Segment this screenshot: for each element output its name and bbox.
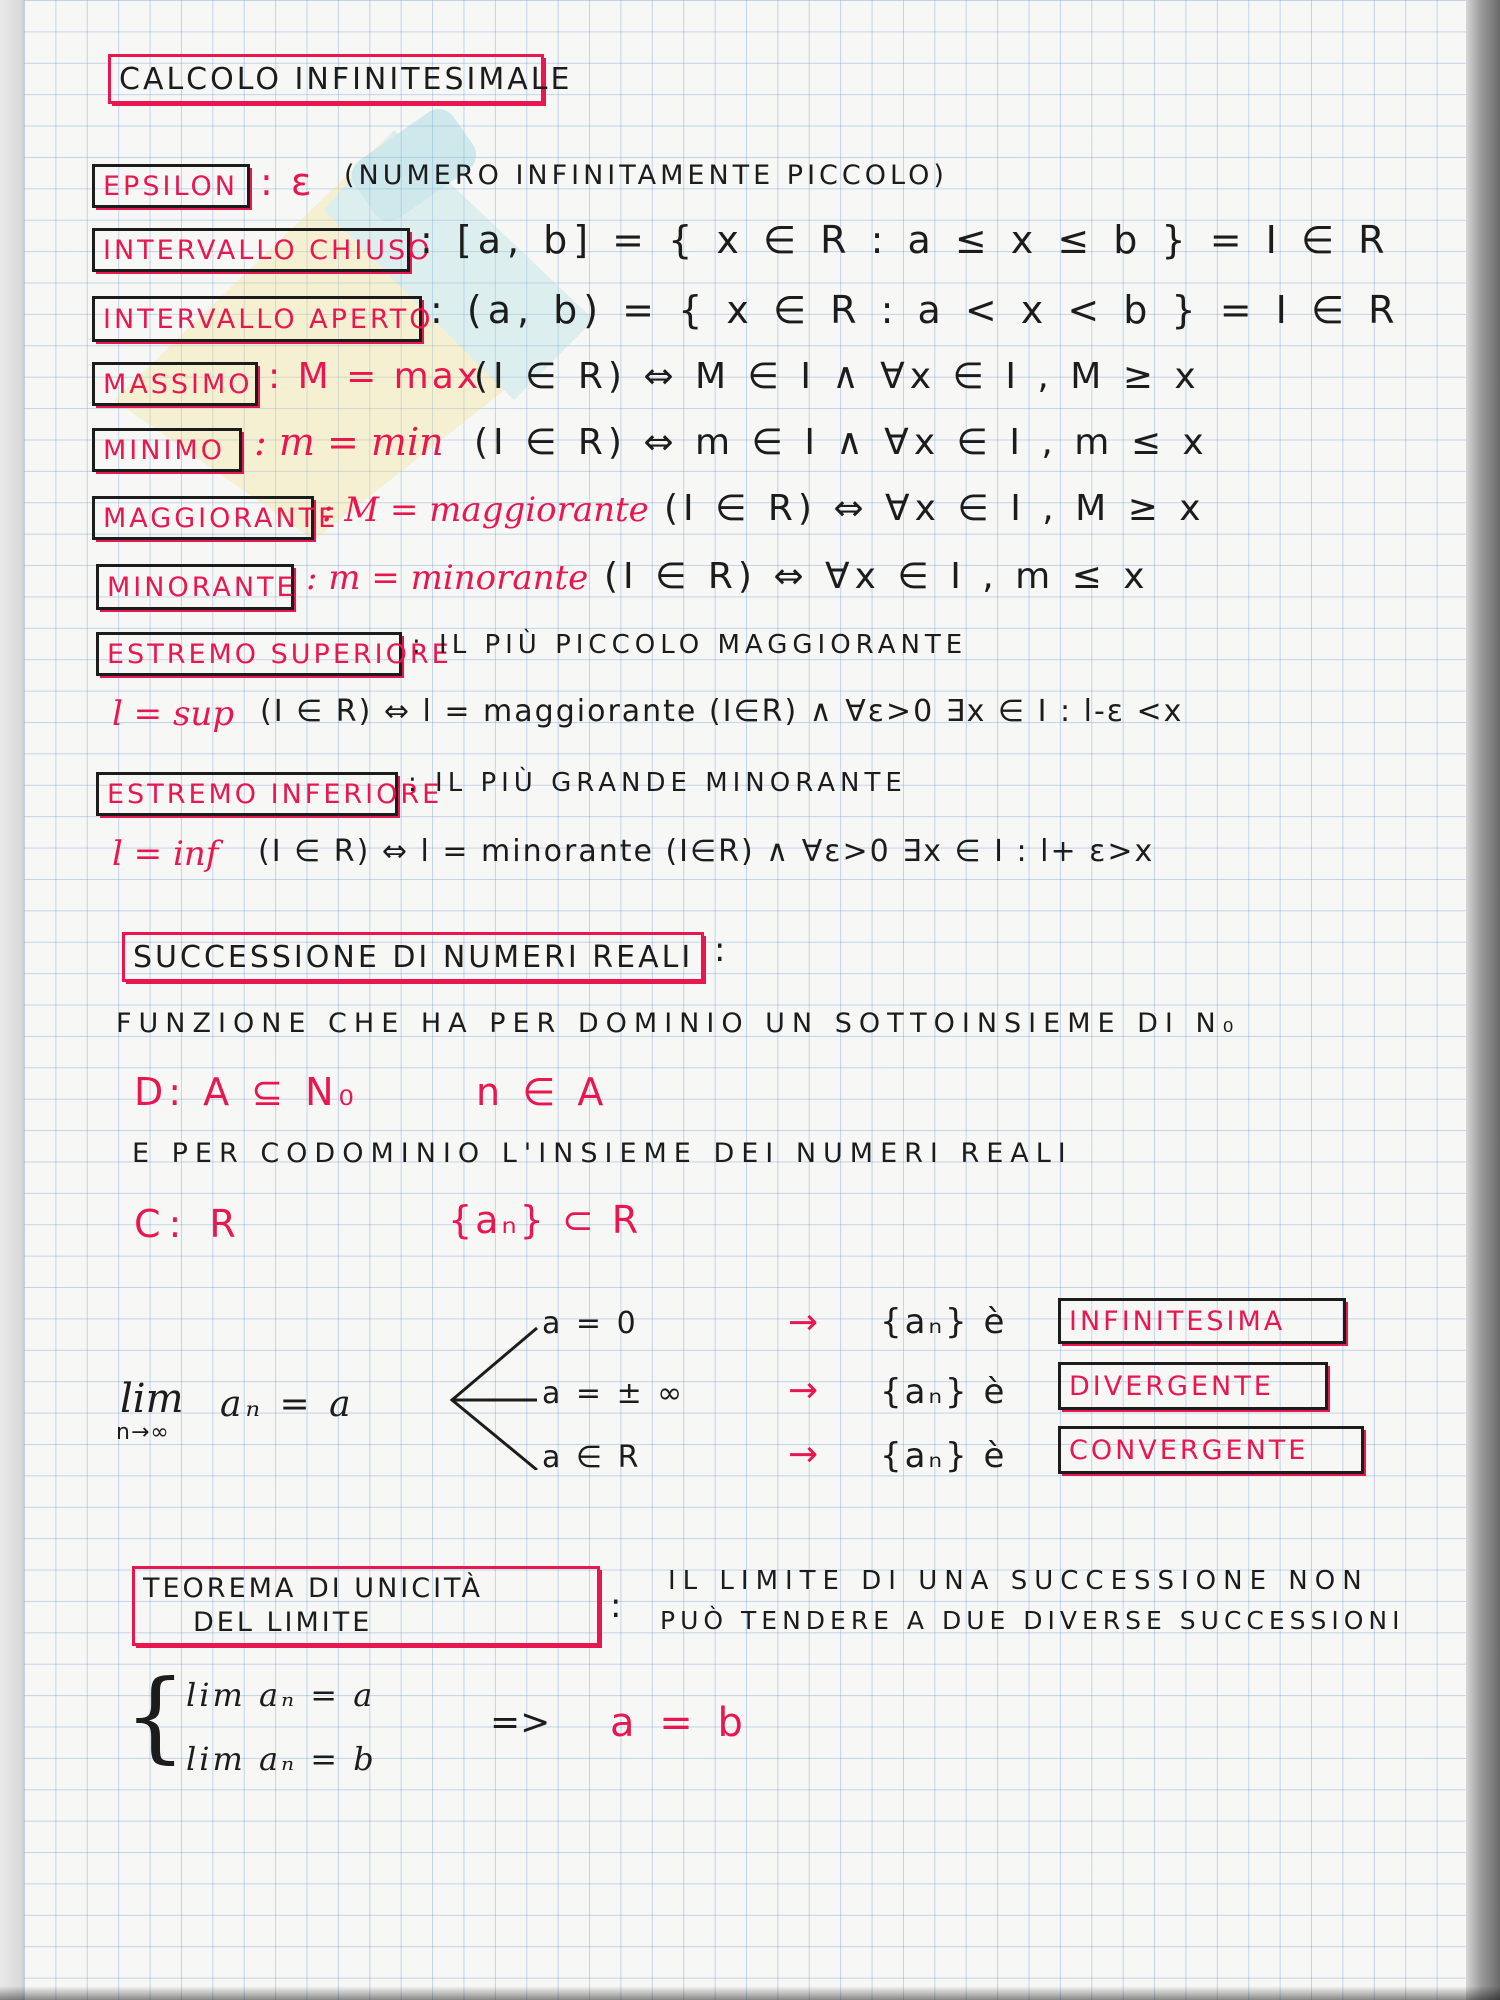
notebook-page	[22, 0, 1468, 2000]
page-title-text: CALCOLO INFINITESIMALE	[119, 61, 573, 97]
case-type-1	[1058, 1362, 1328, 1410]
maggiorante-rhs: (I ∈ R) ⇔ ∀x ∈ I , M ≥ x	[664, 488, 1206, 529]
successione-codominio: C: R	[134, 1202, 244, 1246]
system-brace: {	[124, 1660, 187, 1774]
estremo-superiore-label-text: ESTREMO SUPERIORE	[107, 638, 452, 670]
minimo-label	[92, 428, 242, 472]
successione-label-text: SUCCESSIONE DI NUMERI REALI	[133, 939, 694, 975]
estremo-superiore-desc: : IL PIÙ PICCOLO MAGGIORANTE	[412, 630, 968, 660]
case-seq-0: {aₙ} è	[880, 1302, 1008, 1342]
successione-colon: :	[714, 930, 729, 970]
case-type-1-text: DIVERGENTE	[1069, 1370, 1274, 1402]
teorema-text-line2: PUÒ TENDERE A DUE DIVERSE SUCCESSIONI	[660, 1606, 1405, 1635]
estremo-superiore-rhs: (I ∈ R) ⇔ l = maggiorante (I∈R) ∧ ∀ε>0 ∃x ∈ I : l-ε <x	[260, 694, 1184, 729]
epsilon-description: (NUMERO INFINITAMENTE PICCOLO)	[344, 160, 948, 191]
massimo-lhs: : M = max	[268, 356, 482, 397]
teorema-label	[132, 1566, 600, 1646]
case-seq-1: {aₙ} è	[880, 1372, 1008, 1412]
limit-subscript: n→∞	[116, 1420, 170, 1445]
massimo-label	[92, 362, 258, 406]
successione-dominio: D: A ⊆ N₀	[134, 1070, 359, 1114]
limit-expression: aₙ = a	[220, 1384, 355, 1425]
implies-arrow: =>	[490, 1702, 551, 1743]
case-type-0	[1058, 1298, 1346, 1344]
epsilon-label-text: EPSILON	[103, 170, 238, 202]
case-type-0-text: INFINITESIMA	[1069, 1305, 1286, 1337]
maggiorante-lhs: : M = maggiorante	[322, 490, 649, 530]
teorema-label-line1: TEOREMA DI UNICITÀ	[143, 1573, 483, 1604]
theorem-result: a = b	[610, 1700, 749, 1746]
minorante-label-text: MINORANTE	[107, 571, 297, 603]
system-line2: lim aₙ = b	[186, 1740, 377, 1778]
intervallo-chiuso-label-text: INTERVALLO CHIUSO	[103, 234, 433, 266]
case-arrow-1: →	[788, 1370, 822, 1411]
estremo-superiore-label	[96, 632, 452, 676]
successione-line1: FUNZIONE CHE HA PER DOMINIO UN SOTTOINSIEME DI N₀	[116, 1008, 1241, 1039]
maggiorante-label	[92, 496, 339, 540]
massimo-rhs: (I ∈ R) ⇔ M ∈ I ∧ ∀x ∈ I , M ≥ x	[474, 356, 1201, 397]
limit-branch-lines	[442, 1320, 542, 1470]
case-cond-1: a = ± ∞	[542, 1376, 686, 1411]
system-line1: lim aₙ = a	[186, 1676, 376, 1714]
case-type-2-text: CONVERGENTE	[1069, 1434, 1309, 1466]
intervallo-aperto-label	[92, 296, 434, 342]
estremo-superiore-lhs: l = sup	[112, 694, 235, 734]
teorema-colon: :	[610, 1586, 625, 1626]
estremo-inferiore-label	[96, 772, 443, 816]
estremo-inferiore-lhs: l = inf	[112, 834, 219, 874]
intervallo-chiuso-formula: : [a, b] = { x ∈ R : a ≤ x ≤ b } = I ∈ R	[420, 218, 1391, 262]
page-title	[108, 54, 573, 104]
maggiorante-label-text: MAGGIORANTE	[103, 502, 339, 534]
intervallo-aperto-formula: : (a, b) = { x ∈ R : a < x < b } = I ∈ R	[430, 288, 1401, 332]
intervallo-chiuso-label	[92, 228, 433, 272]
minimo-rhs: (I ∈ R) ⇔ m ∈ I ∧ ∀x ∈ I , m ≤ x	[474, 422, 1209, 463]
case-type-2	[1058, 1426, 1364, 1474]
minorante-label	[96, 564, 297, 610]
case-cond-2: a ∈ R	[542, 1440, 642, 1475]
teorema-label-line2: DEL LIMITE	[193, 1607, 373, 1638]
epsilon-label	[92, 164, 250, 208]
case-arrow-0: →	[788, 1302, 822, 1343]
successione-line2: E PER CODOMINIO L'INSIEME DEI NUMERI REALI	[132, 1138, 1073, 1169]
notebook-binding	[0, 0, 22, 2000]
massimo-label-text: MASSIMO	[103, 368, 253, 400]
case-cond-0: a = 0	[542, 1306, 639, 1341]
page-edge-shadow	[1466, 0, 1500, 2000]
minimo-lhs: : m = min	[254, 420, 444, 464]
minorante-lhs: : m = minorante	[306, 558, 589, 598]
minimo-label-text: MINIMO	[103, 434, 225, 466]
estremo-inferiore-rhs: (I ∈ R) ⇔ l = minorante (I∈R) ∧ ∀ε>0 ∃x ∈ I : l+ ε>x	[258, 834, 1155, 869]
teorema-text-line1: IL LIMITE DI UNA SUCCESSIONE NON	[668, 1566, 1369, 1596]
estremo-inferiore-desc: : IL PIÙ GRANDE MINORANTE	[408, 768, 907, 798]
intervallo-aperto-label-text: INTERVALLO APERTO	[103, 303, 434, 335]
epsilon-symbol: : ε	[260, 160, 315, 204]
case-seq-2: {aₙ} è	[880, 1436, 1008, 1476]
case-arrow-2: →	[788, 1434, 822, 1475]
estremo-inferiore-label-text: ESTREMO INFERIORE	[107, 778, 443, 810]
successione-n-in-a: n ∈ A	[476, 1070, 609, 1114]
limit-lim: lim	[120, 1376, 184, 1422]
successione-sequence: {aₙ} ⊂ R	[448, 1198, 642, 1242]
page-bottom-shadow	[0, 1986, 1500, 2000]
successione-label	[122, 932, 704, 982]
minorante-rhs: (I ∈ R) ⇔ ∀x ∈ I , m ≤ x	[604, 556, 1150, 597]
